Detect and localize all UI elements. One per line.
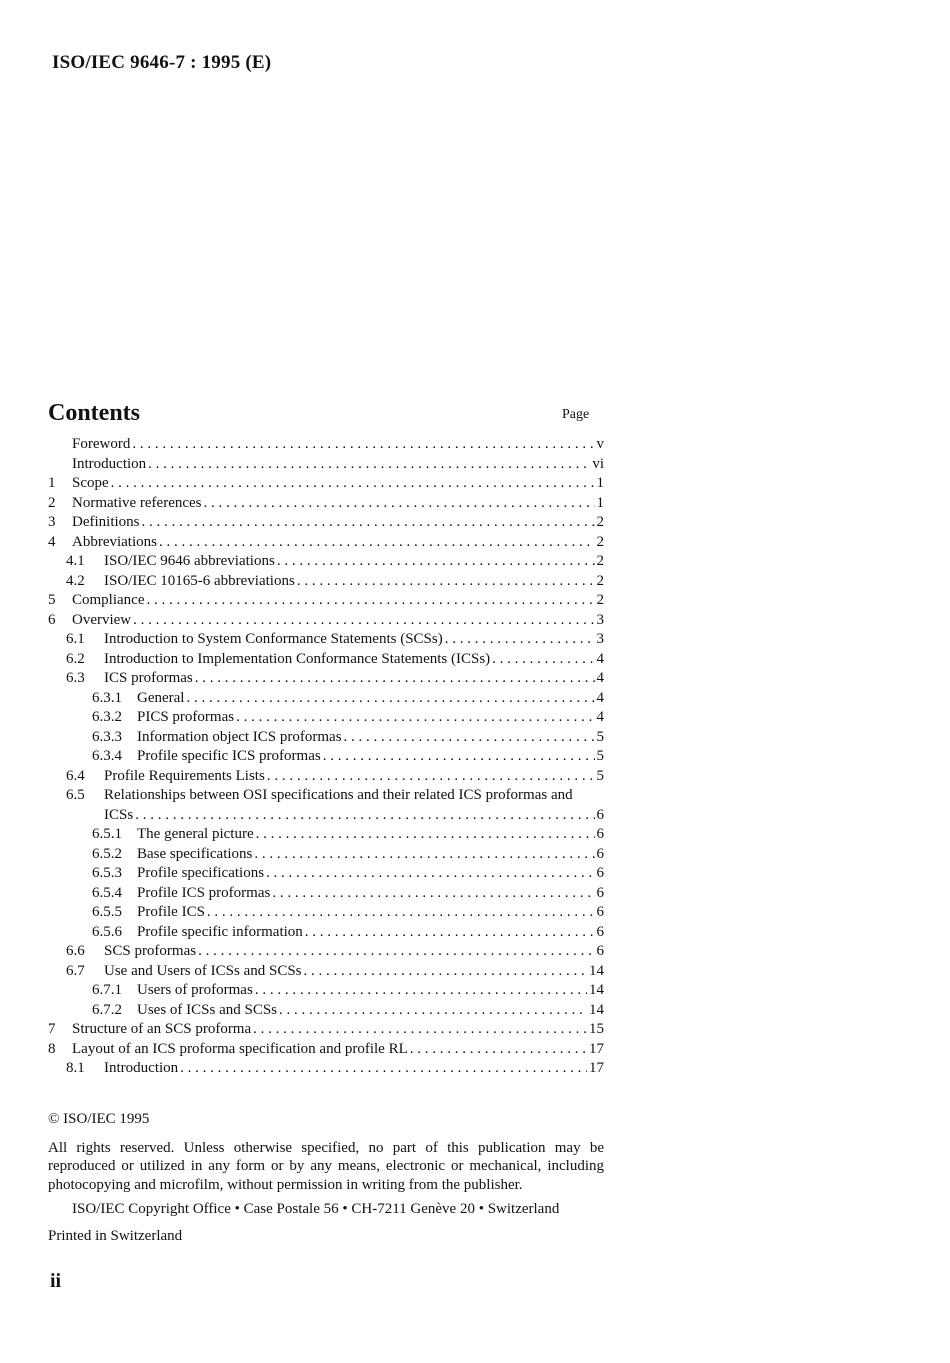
toc-entry-number: 8 bbox=[48, 1040, 56, 1057]
toc-entry-page: 6 bbox=[596, 865, 604, 881]
toc-entry-number: 6.5.4 bbox=[92, 884, 122, 901]
toc-entry[interactable] bbox=[48, 884, 604, 904]
toc-entry-page: 2 bbox=[596, 572, 604, 589]
toc-entry[interactable] bbox=[48, 650, 604, 670]
toc-entry[interactable] bbox=[48, 747, 604, 767]
toc-entry-page: 3 bbox=[596, 631, 604, 647]
toc-entry-page: 4 bbox=[596, 689, 604, 706]
dot-leader bbox=[142, 513, 595, 533]
dot-leader bbox=[255, 981, 587, 1001]
toc-entry-number: 6.2 bbox=[66, 650, 85, 667]
toc-entry-page: 17 bbox=[589, 1040, 604, 1057]
toc-entry-title: Profile ICS bbox=[137, 904, 205, 920]
toc-entry[interactable] bbox=[48, 1001, 604, 1021]
dot-leader bbox=[297, 572, 595, 592]
dot-leader bbox=[135, 806, 594, 826]
dot-leader bbox=[207, 903, 595, 923]
toc-entry[interactable] bbox=[48, 591, 604, 611]
toc-entry-number: 6.5 bbox=[66, 787, 85, 803]
toc-entry-page: 15 bbox=[589, 1021, 604, 1037]
toc-entry-page: 6 bbox=[596, 904, 604, 920]
toc-entry-title: Scope bbox=[72, 475, 109, 491]
page-column-label: Page bbox=[562, 407, 590, 422]
toc-entry[interactable] bbox=[48, 767, 604, 787]
toc-entry[interactable] bbox=[48, 611, 604, 631]
toc-entry-title: Structure of an SCS proforma bbox=[72, 1021, 252, 1037]
dot-leader bbox=[132, 435, 594, 455]
dot-leader bbox=[148, 455, 590, 475]
toc-entry-title: Overview bbox=[72, 611, 132, 628]
toc-entry-number: 4.2 bbox=[66, 572, 85, 589]
toc-entry-number: 7 bbox=[48, 1021, 56, 1037]
dot-leader bbox=[236, 708, 594, 728]
dot-leader bbox=[256, 825, 595, 845]
toc-entry-number: 6.5.1 bbox=[92, 826, 122, 842]
dot-leader bbox=[198, 942, 594, 962]
toc-entry-title: Profile specifications bbox=[137, 865, 265, 881]
toc-entry-title: Introduction bbox=[72, 455, 147, 472]
toc-entry[interactable] bbox=[48, 435, 604, 455]
dot-leader bbox=[204, 494, 595, 514]
toc-entry[interactable] bbox=[48, 689, 604, 709]
dot-leader bbox=[180, 1059, 587, 1079]
dot-leader bbox=[253, 1020, 587, 1040]
dot-leader bbox=[111, 474, 595, 494]
toc-entry[interactable] bbox=[48, 845, 604, 865]
toc-entry-title: Use and Users of ICSs and SCSs bbox=[104, 962, 302, 979]
toc-entry-number: 6.7.2 bbox=[92, 1001, 122, 1018]
toc-entry-page: 6 bbox=[596, 826, 604, 842]
toc-entry-page: 1 bbox=[596, 475, 604, 491]
toc-entry-title: ISO/IEC 9646 abbreviations bbox=[104, 553, 275, 569]
toc-entry-page: 14 bbox=[589, 982, 604, 998]
toc-entry[interactable] bbox=[48, 806, 604, 826]
toc-entry-title: Foreword bbox=[72, 436, 131, 452]
toc-entry-title: Profile specific information bbox=[137, 923, 303, 940]
toc-entry-title: PICS proformas bbox=[137, 709, 235, 725]
toc-entry-title: The general picture bbox=[137, 826, 254, 842]
dot-leader bbox=[323, 747, 595, 767]
toc-entry-page: 5 bbox=[596, 728, 604, 745]
dot-leader bbox=[344, 728, 595, 748]
toc-entry[interactable] bbox=[48, 533, 604, 553]
copyright-office: ISO/IEC Copyright Office • Case Postale 56 • CH-7211 Genève 20 • Switzerland bbox=[72, 1201, 560, 1217]
toc-entry[interactable] bbox=[48, 728, 604, 748]
toc-entry-title: Layout of an ICS proforma specification and profile RL bbox=[72, 1040, 408, 1057]
toc-entry-number: 6.7 bbox=[66, 962, 85, 979]
copyright-block bbox=[48, 1110, 604, 1245]
toc-entry-number: 6 bbox=[48, 611, 56, 628]
dot-leader bbox=[159, 533, 595, 553]
toc-entry[interactable] bbox=[48, 903, 604, 923]
page-number: ii bbox=[50, 1270, 62, 1292]
toc-entry-number: 6.3.3 bbox=[92, 728, 122, 745]
toc-entry[interactable] bbox=[48, 552, 604, 572]
toc-entry-title: General bbox=[137, 689, 185, 706]
toc-entry-page: 6 bbox=[596, 806, 604, 823]
toc-entry-page: 5 bbox=[596, 748, 604, 764]
toc-entry-number: 6.3.4 bbox=[92, 748, 122, 764]
toc-entry-page: 5 bbox=[596, 767, 604, 784]
toc-entry-page: 4 bbox=[596, 670, 604, 686]
toc-entry[interactable] bbox=[48, 825, 604, 845]
toc-entry-number: 3 bbox=[48, 514, 56, 530]
toc-entry-title: Information object ICS proformas bbox=[137, 728, 342, 745]
toc-entry[interactable] bbox=[48, 962, 604, 982]
dot-leader bbox=[279, 1001, 587, 1021]
toc-entry-page: vi bbox=[592, 455, 604, 472]
toc-entry-title: Abbreviations bbox=[72, 533, 157, 550]
dot-leader bbox=[445, 630, 595, 650]
toc-entry-number: 6.3.1 bbox=[92, 689, 122, 706]
toc-entry-page: 6 bbox=[596, 923, 604, 940]
toc-entry[interactable] bbox=[48, 981, 604, 1001]
toc-entry[interactable] bbox=[48, 1040, 604, 1060]
printed-in: Printed in Switzerland bbox=[48, 1227, 183, 1244]
rights-statement: All rights reserved. Unless otherwise specified, no part of this publication may be reproduced or utilized in any form or by any means, electronic or mechanical, including photocopying and microfilm, without permission in writing from the publisher. bbox=[48, 1139, 604, 1193]
dot-leader bbox=[272, 884, 594, 904]
toc-entry-page: 3 bbox=[596, 611, 604, 628]
contents-title: Contents bbox=[48, 400, 141, 426]
toc-entry-number: 2 bbox=[48, 494, 56, 511]
toc-entry[interactable] bbox=[48, 786, 604, 806]
toc-entry-title: Introduction to Implementation Conformance Statements (ICSs) bbox=[104, 650, 491, 667]
toc-entry[interactable] bbox=[48, 864, 604, 884]
toc-entry-page: 17 bbox=[589, 1060, 604, 1076]
toc-entry[interactable] bbox=[48, 942, 604, 962]
toc-entry-number: 4.1 bbox=[66, 553, 85, 569]
toc-entry-number: 6.1 bbox=[66, 631, 85, 647]
toc-entry-title: Relationships between OSI specifications and their related ICS proformas and bbox=[104, 787, 573, 803]
toc-entry-page: 2 bbox=[596, 553, 604, 569]
toc-entry-page: 14 bbox=[589, 1001, 604, 1018]
toc-entry-number: 6.5.3 bbox=[92, 865, 122, 881]
standard-header: ISO/IEC 9646-7 : 1995 (E) bbox=[52, 52, 272, 73]
dot-leader bbox=[133, 611, 594, 631]
toc-entry[interactable] bbox=[48, 708, 604, 728]
dot-leader bbox=[492, 650, 594, 670]
toc-entry-page: 2 bbox=[596, 533, 604, 550]
toc-entry-title: Uses of ICSs and SCSs bbox=[137, 1001, 278, 1018]
toc-entry-page: 6 bbox=[596, 884, 604, 901]
toc-entry-title: Compliance bbox=[72, 592, 145, 608]
toc-entry-page: 1 bbox=[596, 494, 604, 511]
toc-entry-number: 6.6 bbox=[66, 943, 85, 959]
dot-leader bbox=[195, 669, 595, 689]
toc-entry-number: 4 bbox=[48, 533, 56, 550]
dot-leader bbox=[186, 689, 594, 709]
dot-leader bbox=[410, 1040, 587, 1060]
toc-entry[interactable] bbox=[48, 572, 604, 592]
toc-entry-title: Introduction to System Conformance Statements (SCSs) bbox=[104, 631, 443, 647]
toc-entry-number: 6.5.6 bbox=[92, 923, 122, 940]
toc-entry[interactable] bbox=[48, 474, 604, 494]
toc-entry-page: 6 bbox=[596, 845, 604, 862]
dot-leader bbox=[267, 767, 595, 787]
toc-entry-number: 6.4 bbox=[66, 767, 85, 784]
toc-entry-title: ISO/IEC 10165-6 abbreviations bbox=[104, 572, 295, 589]
toc-entry-number: 6.5.5 bbox=[92, 904, 122, 920]
toc-entry-page: 4 bbox=[596, 709, 604, 725]
toc-entry-title: Normative references bbox=[72, 494, 202, 511]
toc-entry-number: 6.3 bbox=[66, 670, 85, 686]
toc-entry-title: Users of proformas bbox=[137, 982, 253, 998]
toc-entry[interactable] bbox=[48, 1020, 604, 1040]
toc-entry-title: Base specifications bbox=[137, 845, 253, 862]
toc-entry-title: ICSs bbox=[104, 806, 134, 823]
toc-entry-title: SCS proformas bbox=[104, 943, 197, 959]
toc-entry-title: Definitions bbox=[72, 514, 140, 530]
toc-entry-number: 6.5.2 bbox=[92, 845, 122, 862]
toc-entry-number: 5 bbox=[48, 592, 56, 608]
toc-entry[interactable] bbox=[48, 1059, 604, 1079]
toc-entry-page: 14 bbox=[589, 962, 604, 979]
toc-entry-page: v bbox=[596, 436, 604, 452]
toc-entry-number: 8.1 bbox=[66, 1060, 85, 1076]
toc-entry-page: 4 bbox=[596, 650, 604, 667]
dot-leader bbox=[305, 923, 595, 943]
toc-entry-title: Profile ICS proformas bbox=[137, 884, 271, 901]
dot-leader bbox=[277, 552, 595, 572]
copyright-notice: © ISO/IEC 1995 bbox=[48, 1111, 150, 1127]
toc-entry-title: Introduction bbox=[104, 1060, 179, 1076]
toc-entry[interactable] bbox=[48, 669, 604, 689]
toc-entry-number: 1 bbox=[48, 475, 56, 491]
toc-entry[interactable] bbox=[48, 455, 604, 475]
toc-entry-page: 6 bbox=[596, 943, 604, 959]
dot-leader bbox=[304, 962, 587, 982]
toc-entry[interactable] bbox=[48, 923, 604, 943]
toc-entry-number: 6.3.2 bbox=[92, 709, 122, 725]
toc-entry-title: Profile specific ICS proformas bbox=[137, 748, 321, 764]
toc-entry-page: 2 bbox=[596, 514, 604, 530]
dot-leader bbox=[266, 864, 594, 884]
toc-entry[interactable] bbox=[48, 494, 604, 514]
dot-leader bbox=[146, 591, 594, 611]
toc-entry-title: Profile Requirements Lists bbox=[104, 767, 265, 784]
dot-leader bbox=[254, 845, 594, 865]
toc-entry-number: 6.7.1 bbox=[92, 982, 122, 998]
toc-entry-page: 2 bbox=[596, 592, 604, 608]
toc-entry-title: ICS proformas bbox=[104, 670, 193, 686]
table-of-contents bbox=[48, 435, 604, 1079]
toc-entry[interactable] bbox=[48, 513, 604, 533]
toc-entry[interactable] bbox=[48, 630, 604, 650]
